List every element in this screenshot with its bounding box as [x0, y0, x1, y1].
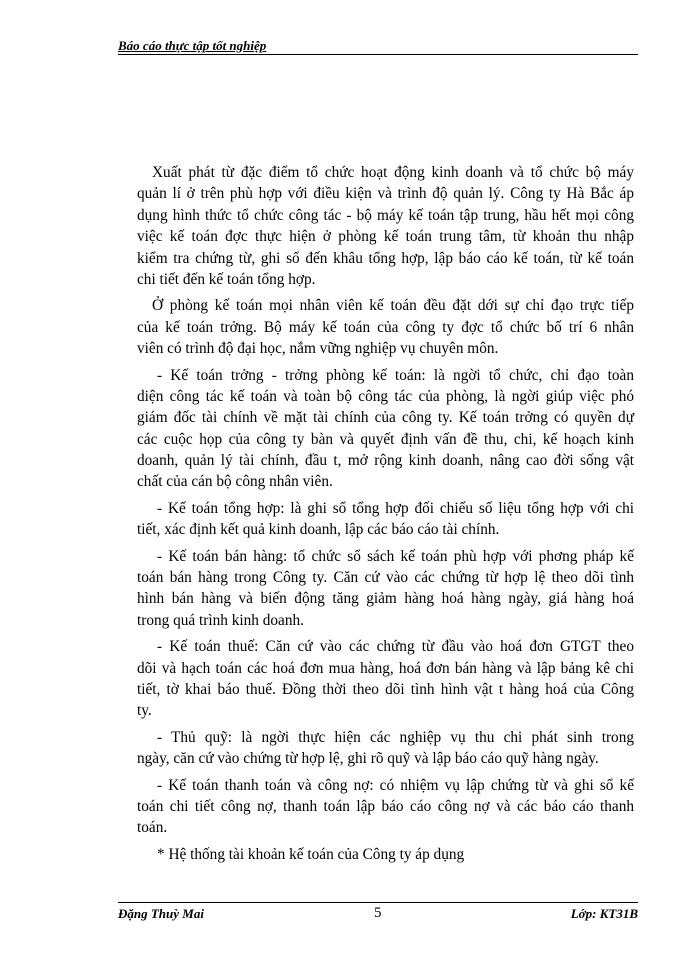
text-line: - Kế toán tổng hợp: là ghi sổ tổng hợp đối chiếu số liệu tổng hợp với chi: [157, 499, 634, 517]
text-line: dụng hình thức tổ chức công tác - bộ máy kế toán tập trung, hầu hết mọi công: [137, 206, 634, 224]
text-line: tiết, tờ khai báo thuế. Đồng thời theo dõi tình hình vật t hàng hoá của Công: [137, 680, 634, 698]
text-line: quản lí ở trên phù hợp với điều kiện và trình độ quản lý. Công ty Hà Bắc áp: [137, 185, 634, 203]
text-line: hình bán hàng và biến động tăng giảm hàng hoá hàng ngày, giá hàng hoá: [137, 590, 634, 608]
footer-author: Đặng Thuỳ Mai: [118, 906, 204, 921]
page-footer: [118, 902, 638, 926]
text-line: ty.: [137, 702, 152, 720]
text-line: toán.: [137, 819, 168, 837]
text-line: chi tiết đến kế toán tổng hợp.: [137, 270, 316, 288]
text-line: chất của cán bộ công nhân viên.: [137, 473, 333, 491]
text-line: - Kế toán bán hàng: tổ chức sổ sách kế toán phù hợp với phơng pháp kế: [157, 547, 634, 565]
text-line: doanh, quản lý tài chính, đầu t, mở rộng kinh doanh, nâng cao đời sống vật: [137, 452, 634, 470]
text-line: việc kế toán đợc thực hiện ở phòng kế toán trung tâm, từ khoản thu nhập: [137, 228, 634, 246]
text-line: các cuộc họp của công ty bàn và quyết định vấn đề thu, chi, kế hoạch kinh: [137, 430, 634, 448]
document-body: [137, 162, 634, 865]
text-line: toán chi tiết công nợ, thanh toán lập báo cáo công nợ và các báo cáo thanh: [137, 797, 634, 815]
header-divider: [118, 54, 638, 55]
text-line: dõi và hạch toán các hoá đơn mua hàng, hoá đơn bán hàng và lập bảng kê chi: [137, 659, 634, 677]
text-line: - Thủ quỹ: là ngời thực hiện các nghiệp vụ thu chi phát sinh trong: [157, 728, 634, 746]
footer-class-label: Lớp: KT31B: [570, 906, 638, 921]
header-title: Báo cáo thực tập tốt nghiệp: [118, 38, 267, 53]
text-line: - Kế toán thanh toán và công nợ: có nhiệm vụ lập chứng từ và ghi sổ kế: [157, 776, 634, 794]
text-line: toán bán hàng trong Công ty. Căn cứ vào các chứng từ hợp lệ theo dõi tình: [137, 569, 634, 587]
text-line: của kế toán trởng. Bộ máy kế toán của công ty đợc tổ chức bố trí 6 nhân: [137, 318, 634, 336]
footer-divider: [118, 902, 638, 903]
text-line: trong quá trình kinh doanh.: [137, 611, 304, 629]
text-line: Xuất phát từ đặc điểm tổ chức hoạt động kinh doanh và tổ chức bộ máy: [152, 164, 634, 181]
text-line: - Kế toán trởng - trởng phòng kế toán: là ngời tổ chức, chỉ đạo toàn: [157, 366, 634, 384]
section-heading: * Hệ thống tài khoản kế toán của Công ty áp dụng: [157, 845, 465, 863]
text-line: ngày, căn cứ vào chứng từ hợp lệ, ghi rõ quỹ và lập báo cáo quỹ hàng ngày.: [137, 750, 599, 768]
page-number: 5: [374, 905, 382, 921]
text-line: - Kế toán thuế: Căn cứ vào các chứng từ đầu vào hoá đơn GTGT theo: [157, 638, 634, 656]
text-line: diện công tác kế toán và toàn bộ công tác của phòng, là ngời giúp việc phó: [137, 387, 634, 405]
text-line: giám đốc tài chính về mặt tài chính của công ty. Kế toán trởng có quyền dự: [137, 409, 634, 427]
text-line: tiết, xác định kết quả kinh doanh, lập các báo cáo tài chính.: [137, 521, 500, 539]
text-line: kiểm tra chứng từ, ghi sổ đến khâu tổng hợp, lập báo cáo kế toán, từ kế toán: [137, 249, 634, 267]
text-line: Ở phòng kế toán mọi nhân viên kế toán đều đặt dới sự chỉ đạo trực tiếp: [152, 297, 634, 315]
page-header: [118, 38, 638, 58]
text-line: viên có trình độ đại học, nắm vững nghiệp vụ chuyên môn.: [137, 340, 499, 358]
